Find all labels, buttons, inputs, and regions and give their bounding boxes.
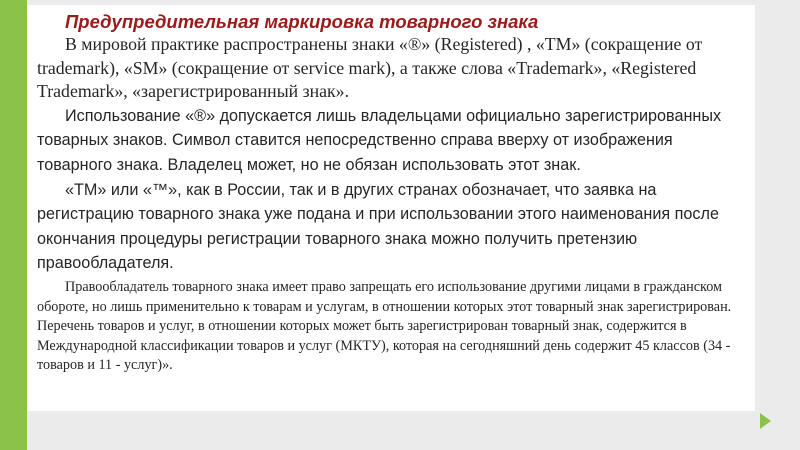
paragraph-registered-usage: Использование «®» допускается лишь владельцами официально зарегистрированных товарных знаков. Символ ставится непосредственно справа вверху от изображения товарного знака. Владелец может, но не обязан использовать этот знак. <box>37 106 722 174</box>
next-slide-arrow-icon[interactable] <box>760 413 771 429</box>
content-card <box>27 5 755 411</box>
slide-title: Предупредительная маркировка товарного знака <box>65 11 539 32</box>
left-accent-bar <box>0 0 27 450</box>
paragraph-trademark-signs: В мировой практике распространены знаки «®» (Registered) , «TM» (сокращение от trademark), «SM» (сокращение от service mark), а также слова «Trademark», «Registered Trademark», «зарегистрированный знак». <box>37 34 703 102</box>
paragraph-owner-rights: Правообладатель товарного знака имеет право запрещать его использование другими лицами в гражданском обороте, но лишь применительно к товарам и услугам, в отношении которых этот товарный знак зарегистрирован. Перечень товаров и услуг, в отношении которых может быть зарегистрирован товарный знак, содержится в Международной классификации товаров и услуг (МКТУ), которая на сегодняшний день содержит 45 классов (34 - товаров и 11 - услуг)». <box>37 278 732 374</box>
paragraph-tm-meaning: «ТМ» или «™», как в России, так и в других странах обозначает, что заявка на регистрацию товарного знака уже подана и при использовании этого наименования после окончания процедуры регистрации товарного знака можно получить претензию правообладателя. <box>37 180 719 273</box>
